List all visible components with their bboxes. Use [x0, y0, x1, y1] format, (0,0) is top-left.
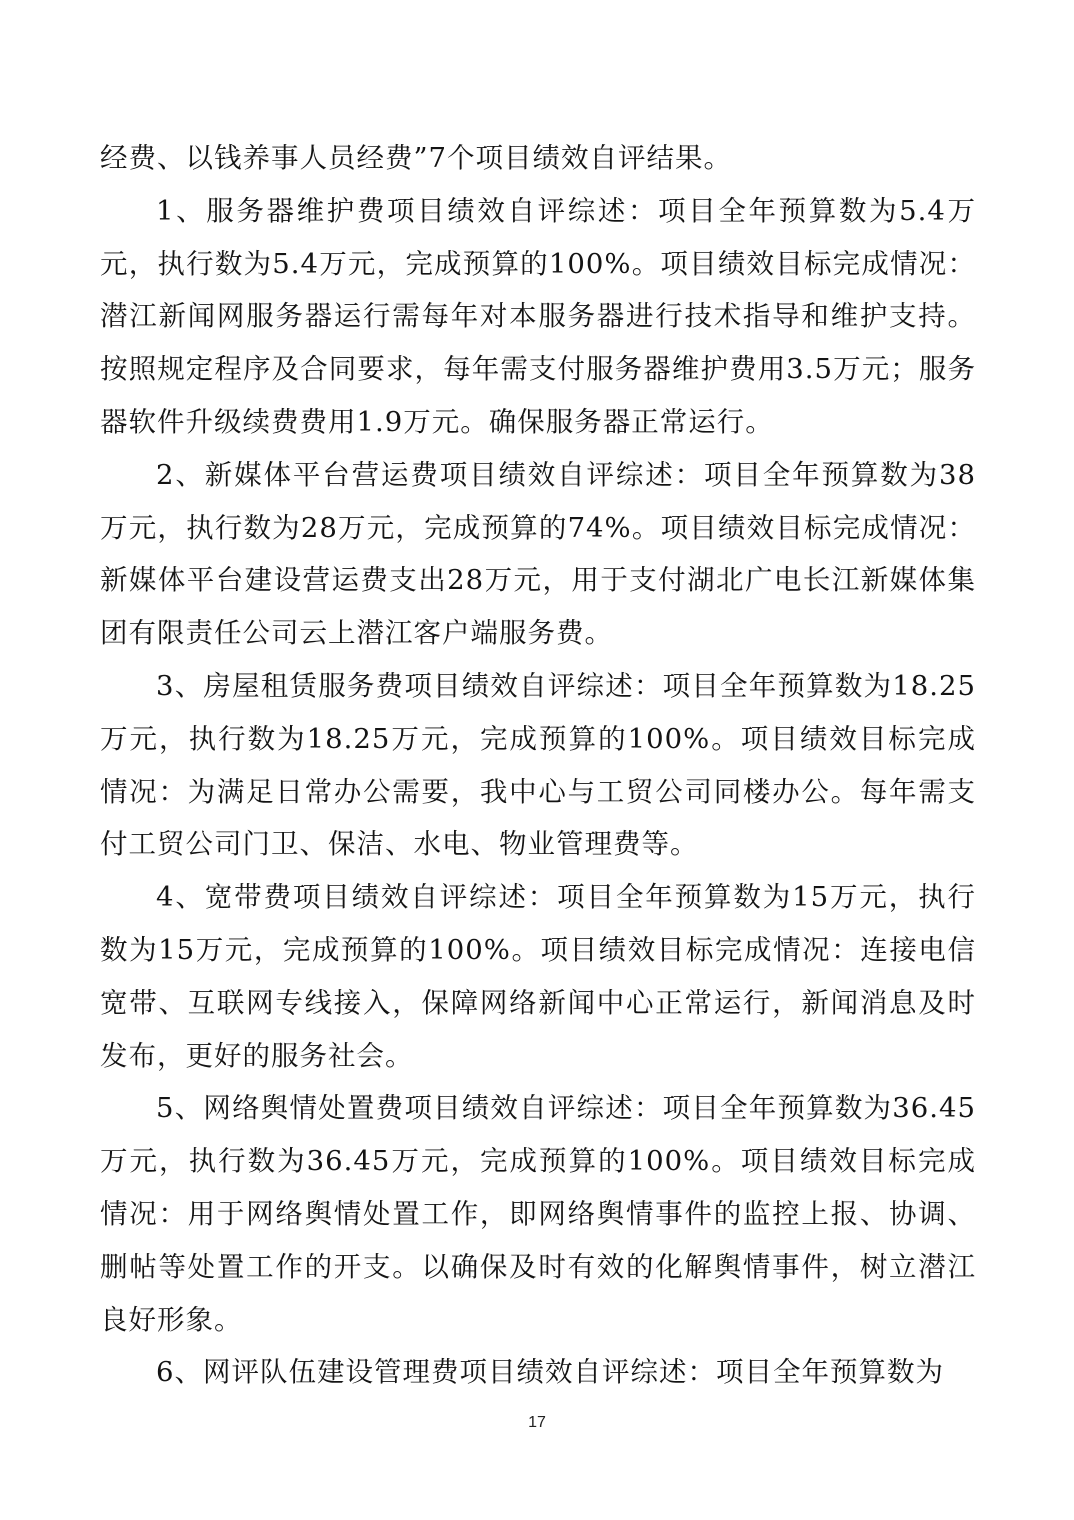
paragraph-public-opinion: 5、网络舆情处置费项目绩效自评综述：项目全年预算数为36.45万元，执行数为36.45万元，完成预算的100%。项目绩效目标完成情况：用于网络舆情处置工作，即网络舆情事件的监控上报、协调、删帖等处置工作的开支。以确保及时有效的化解舆情事件，树立潜江良好形象。 [100, 1092, 976, 1336]
paragraph-new-media-platform: 2、新媒体平台营运费项目绩效自评综述：项目全年预算数为38万元，执行数为28万元，完成预算的74%。项目绩效目标完成情况：新媒体平台建设营运费支出28万元，用于支付湖北广电长江新媒体集团有限责任公司云上潜江客户端服务费。 [100, 458, 976, 650]
page-number: 17 [528, 1414, 546, 1431]
paragraph-server-maintenance: 1、服务器维护费项目绩效自评综述：项目全年预算数为5.4万元，执行数为5.4万元，完成预算的100%。项目绩效目标完成情况：潜江新闻网服务器运行需每年对本服务器进行技术指导和维护支持。按照规定程序及合同要求，每年需支付服务器维护费用3.5万元；服务器软件升级续费费用1.9万元。确保服务器正常运行。 [100, 194, 976, 438]
paragraph-continuation: 经费、以钱养事人员经费”7个项目绩效自评结果。 [100, 142, 733, 174]
document-body [100, 132, 976, 1399]
paragraph-house-rental: 3、房屋租赁服务费项目绩效自评综述：项目全年预算数为18.25万元，执行数为18.25万元，完成预算的100%。项目绩效目标完成情况：为满足日常办公需要，我中心与工贸公司同楼办公。每年需支付工贸公司门卫、保洁、水电、物业管理费等。 [100, 669, 976, 861]
paragraph-broadband: 4、宽带费项目绩效自评综述：项目全年预算数为15万元，执行数为15万元，完成预算的100%。项目绩效目标完成情况：连接电信宽带、互联网专线接入，保障网络新闻中心正常运行，新闻消息及时发布，更好的服务社会。 [100, 881, 976, 1072]
paragraph-commentator-team: 6、网评队伍建设管理费项目绩效自评综述：项目全年预算数为 [156, 1356, 944, 1389]
